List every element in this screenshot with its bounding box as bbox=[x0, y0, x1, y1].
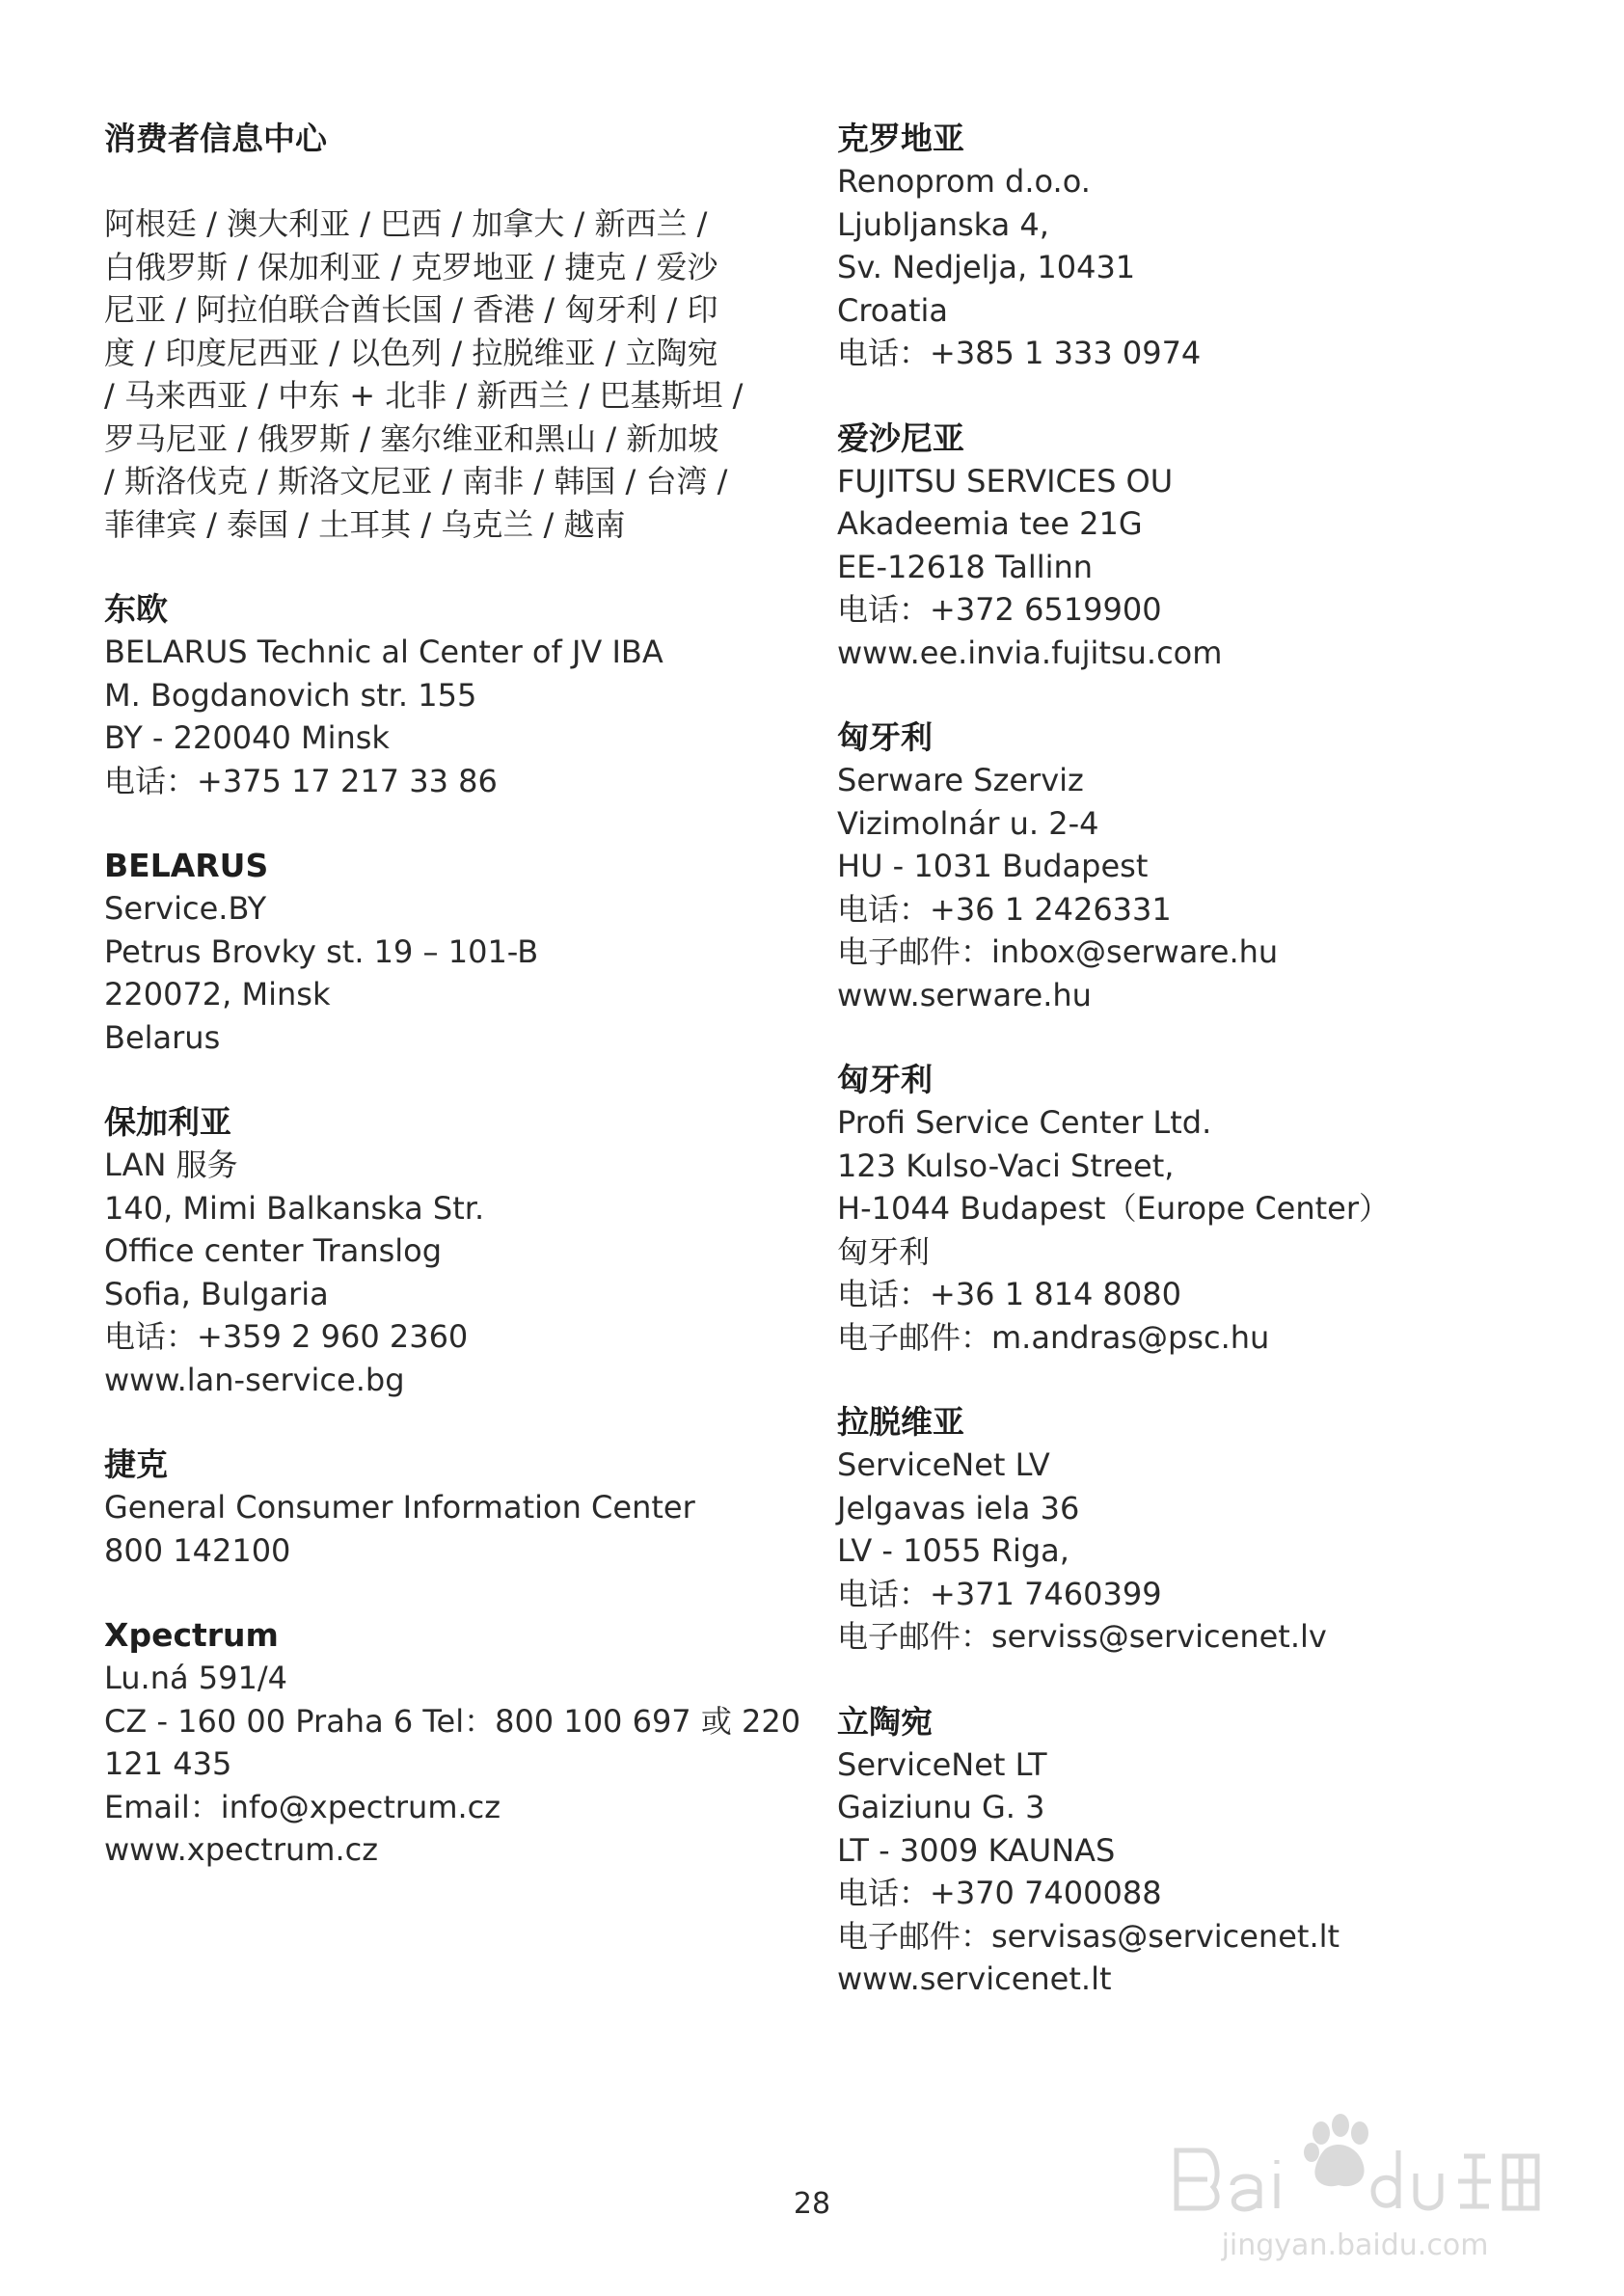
section-heading: 克罗地亚 bbox=[837, 120, 964, 157]
address-line: Service.BY bbox=[104, 890, 267, 927]
section-heading: 拉脱维亚 bbox=[837, 1403, 964, 1441]
phone-line: 800 142100 bbox=[104, 1531, 291, 1569]
address-line: EE-12618 Tallinn bbox=[837, 548, 1094, 585]
country-list-line: / 斯洛伐克 / 斯洛文尼亚 / 南非 / 韩国 / 台湾 / bbox=[104, 463, 728, 500]
address-line: BY - 220040 Minsk bbox=[104, 719, 390, 756]
address-line: General Consumer Information Center bbox=[104, 1489, 695, 1526]
baidu-watermark-logo bbox=[1157, 2093, 1562, 2266]
phone-line: 电话：+370 7400088 bbox=[837, 1875, 1162, 1911]
address-line: LAN 服务 bbox=[104, 1147, 238, 1183]
section-heading: BELARUS bbox=[104, 847, 269, 884]
email-line: 电子邮件：serviss@servicenet.lv bbox=[837, 1618, 1327, 1655]
address-line: 匈牙利 bbox=[837, 1232, 931, 1270]
phone-line: 电话：+36 1 814 8080 bbox=[837, 1276, 1181, 1312]
phone-line: 电话：+372 6519900 bbox=[837, 591, 1162, 628]
address-line: Petrus Brovky st. 19 – 101-B bbox=[104, 932, 539, 970]
address-line: Office center Translog bbox=[104, 1232, 443, 1269]
address-line: Akadeemia tee 21G bbox=[837, 505, 1143, 542]
section-xpectrum bbox=[104, 1614, 837, 1872]
right-column bbox=[837, 118, 1512, 2043]
section-heading: 立陶宛 bbox=[837, 1702, 933, 1741]
watermark-logo-graphic bbox=[1157, 2093, 1562, 2266]
address-line: CZ - 160 00 Praha 6 Tel：800 100 697 或 220 bbox=[104, 1702, 801, 1740]
address-line: 123 Kulso-Vaci Street, bbox=[837, 1147, 1175, 1184]
email-line: Email：info@xpectrum.cz bbox=[104, 1788, 501, 1825]
country-list-line: 尼亚 / 阿拉伯联合酋长国 / 香港 / 匈牙利 / 印 bbox=[104, 291, 718, 328]
address-line: BELARUS Technic al Center of JV IBA bbox=[104, 634, 663, 670]
address-line: FUJITSU SERVICES OU bbox=[837, 462, 1174, 500]
website-link: www.xpectrum.cz bbox=[104, 1831, 378, 1868]
section-latvia bbox=[837, 1401, 1512, 1659]
address-line: Ljubljanska 4, bbox=[837, 205, 1049, 243]
address-line: 220072, Minsk bbox=[104, 976, 331, 1013]
address-line: Sv. Nedjelja, 10431 bbox=[837, 249, 1136, 285]
address-line: Profi Service Center Ltd. bbox=[837, 1104, 1212, 1141]
section-hungary-serware bbox=[837, 716, 1512, 1016]
section-croatia bbox=[837, 118, 1512, 375]
address-line: Croatia bbox=[837, 291, 949, 329]
consumer-info-intro bbox=[104, 118, 837, 546]
address-line: Vizimolnár u. 2-4 bbox=[837, 804, 1099, 842]
email-line: 电子邮件：m.andras@psc.hu bbox=[837, 1318, 1270, 1356]
country-list-line: 白俄罗斯 / 保加利亚 / 克罗地亚 / 捷克 / 爱沙 bbox=[104, 248, 718, 285]
address-line: Gaiziunu G. 3 bbox=[837, 1789, 1045, 1825]
address-line: Jelgavas iela 36 bbox=[837, 1489, 1080, 1526]
address-line: Serware Szerviz bbox=[837, 762, 1084, 798]
country-list-line: / 马来西亚 / 中东 + 北非 / 新西兰 / 巴基斯坦 / bbox=[104, 377, 744, 414]
country-list-line: 度 / 印度尼西亚 / 以色列 / 拉脱维亚 / 立陶宛 bbox=[104, 334, 718, 371]
phone-line: 电话：+375 17 217 33 86 bbox=[104, 762, 498, 799]
country-list bbox=[104, 203, 837, 546]
section-heading: Xpectrum bbox=[104, 1616, 279, 1654]
website-link: www.ee.invia.fujitsu.com bbox=[837, 634, 1223, 671]
address-line: Belarus bbox=[104, 1018, 221, 1056]
section-heading: 爱沙尼亚 bbox=[837, 419, 964, 457]
website-link: www.serware.hu bbox=[837, 976, 1092, 1013]
address-line: H-1044 Budapest（Europe Center） bbox=[837, 1190, 1391, 1227]
address-line: Renoprom d.o.o. bbox=[837, 163, 1091, 200]
email-line: 电子邮件：inbox@serware.hu bbox=[837, 933, 1279, 970]
phone-line: 电话：+359 2 960 2360 bbox=[104, 1318, 469, 1355]
section-bulgaria bbox=[104, 1101, 837, 1401]
email-line: 电子邮件：servisas@servicenet.lt bbox=[837, 1917, 1340, 1955]
address-line: ServiceNet LV bbox=[837, 1446, 1050, 1483]
country-list-line: 菲律宾 / 泰国 / 土耳其 / 乌克兰 / 越南 bbox=[104, 505, 626, 543]
section-heading: 匈牙利 bbox=[837, 1061, 933, 1098]
phone-line: 121 435 bbox=[104, 1745, 232, 1782]
consumer-info-heading: 消费者信息中心 bbox=[104, 120, 327, 157]
phone-line: 电话：+36 1 2426331 bbox=[837, 890, 1172, 928]
address-line: LV - 1055 Riga, bbox=[837, 1532, 1069, 1569]
section-estonia bbox=[837, 418, 1512, 675]
phone-line: 电话：+385 1 333 0974 bbox=[837, 335, 1202, 371]
section-heading: 匈牙利 bbox=[837, 718, 933, 756]
address-line: M. Bogdanovich str. 155 bbox=[104, 676, 477, 714]
address-line: Sofia, Bulgaria bbox=[104, 1275, 329, 1312]
section-heading: 保加利亚 bbox=[104, 1103, 231, 1141]
page-number: 28 bbox=[793, 2187, 831, 2221]
section-czech bbox=[104, 1444, 837, 1572]
website-link: www.lan-service.bg bbox=[104, 1361, 405, 1398]
website-link: www.servicenet.lt bbox=[837, 1960, 1112, 1997]
section-heading: 东欧 bbox=[104, 590, 168, 628]
section-eastern-europe bbox=[104, 588, 837, 802]
address-line: LT - 3009 KAUNAS bbox=[837, 1831, 1116, 1869]
watermark-url-text: jingyan.baidu.com bbox=[1221, 2228, 1489, 2262]
section-hungary-profi bbox=[837, 1059, 1512, 1359]
section-lithuania bbox=[837, 1701, 1512, 2001]
address-line: 140, Mimi Balkanska Str. bbox=[104, 1189, 485, 1227]
paw-icon bbox=[1304, 2114, 1368, 2186]
address-line: Lu.ná 591/4 bbox=[104, 1660, 287, 1696]
address-line: HU - 1031 Budapest bbox=[837, 848, 1149, 884]
section-heading: 捷克 bbox=[104, 1445, 168, 1483]
phone-line: 电话：+371 7460399 bbox=[837, 1575, 1162, 1612]
section-belarus bbox=[104, 845, 837, 1059]
address-line: ServiceNet LT bbox=[837, 1745, 1047, 1783]
country-list-line: 罗马尼亚 / 俄罗斯 / 塞尔维亚和黑山 / 新加坡 bbox=[104, 419, 719, 457]
country-list-line: 阿根廷 / 澳大利亚 / 巴西 / 加拿大 / 新西兰 / bbox=[104, 205, 708, 242]
left-column bbox=[104, 118, 837, 1914]
